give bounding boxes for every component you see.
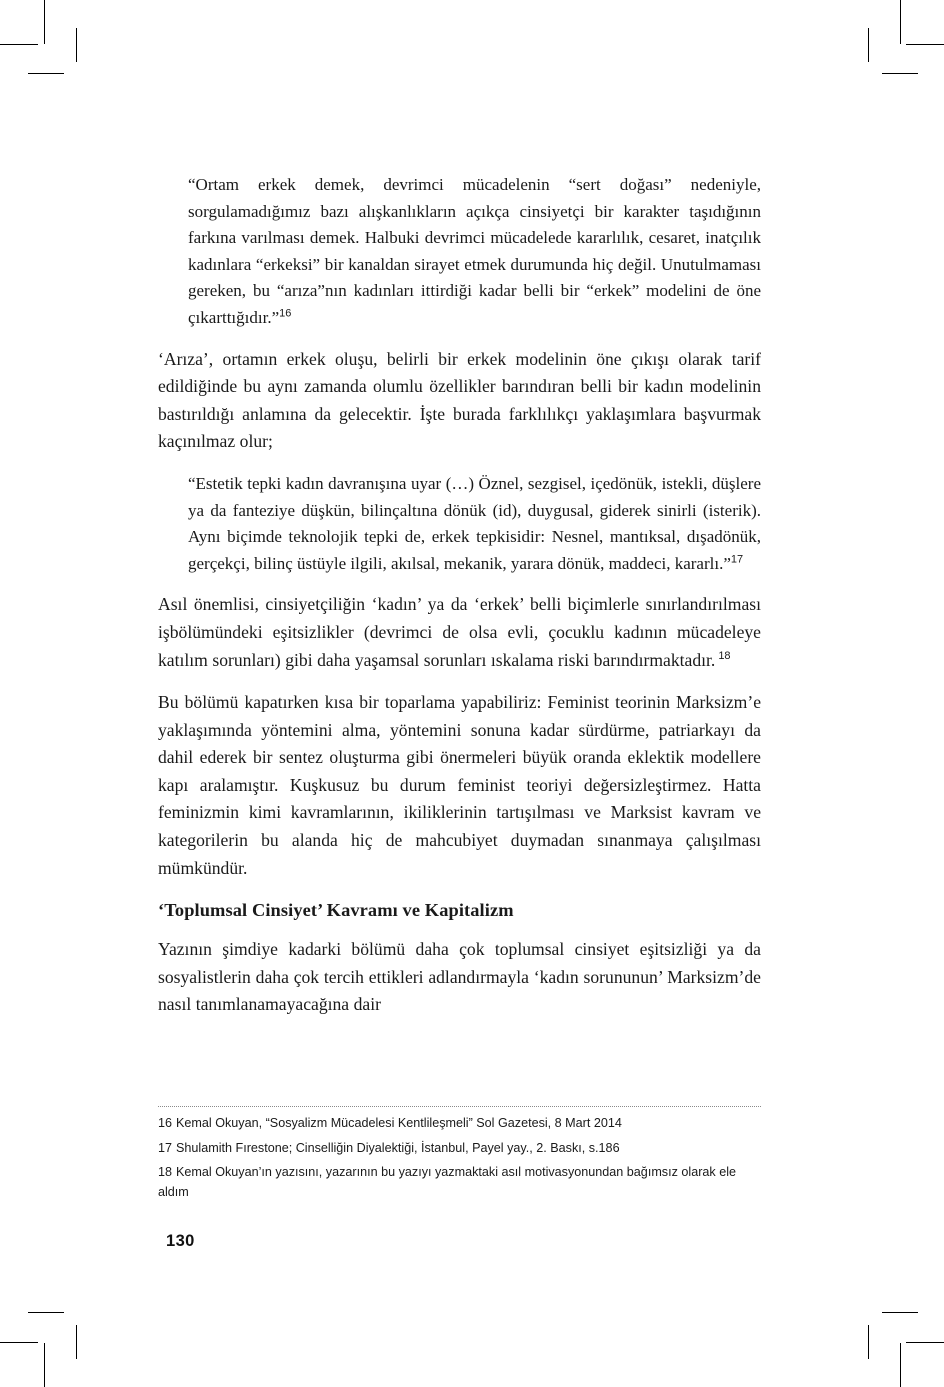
crop-mark-bottom-right-inner-vertical <box>868 1325 869 1359</box>
page-content-area <box>158 0 761 1387</box>
crop-mark-top-right-outer-vertical <box>900 0 901 44</box>
footnote-marker-18[interactable]: 18 <box>718 649 731 662</box>
footnote-separator-rule <box>158 1106 761 1107</box>
crop-mark-bottom-left-outer-horizontal <box>0 1342 38 1343</box>
crop-mark-top-right-outer-horizontal <box>906 44 944 45</box>
footnote-item <box>158 1163 761 1202</box>
footnotes-section <box>158 1114 761 1207</box>
crop-mark-top-right-inner-horizontal <box>882 73 918 74</box>
footnote-text: Kemal Okuyan’ın yazısını, yazarının bu yazıyı yazmaktaki asıl motivasyonundan bağımsız olarak ele aldım <box>158 1165 737 1199</box>
crop-mark-bottom-right-inner-horizontal <box>882 1312 918 1313</box>
crop-mark-top-right-inner-vertical <box>868 28 869 62</box>
paragraph-toparlama: Bu bölümü kapatırken kısa bir toparlama yapabiliriz: Feminist teorinin Marksizm’e yaklaşımında yöntemini alma, yöntemini sonuna kadar sürdürme, patriarkayı da dahil ederek bir sentez oluşturma gibi önermeleri büyük oranda eklektik modellere kapı aralamıştır. Kuşkusuz bu durum feminist teoriyi değersizleştirmez. Hatta feminizmin kimi kavramlarının, ikiliklerinin tartışılması ve Marksist kavram ve kategorilerin bu alanda hiç de mahcubiyet duymadan sınanmaya çalışılması mümkündür. <box>158 692 761 878</box>
paragraph-asil-onemlisi-text: Asıl önemlisi, cinsiyetçiliğin ‘kadın’ ya da ‘erkek’ belli biçimlerle sınırlandırılması işbölümündeki eşitsizlikler (devrimci de olsa evli, çocuklu kadının mücadeleye katılım sorunları) gibi daha yaşamsal sorunları ıskalama riski barındırmaktadır. <box>158 594 761 670</box>
crop-mark-top-left-outer-vertical <box>44 0 45 44</box>
paragraph-ariza: ‘Arıza’, ortamın erkek oluşu, belirli bir erkek modelinin öne çıkışı olarak tarif edildiğinde bu aynı zamanda olumlu özellikler barındıran belli bir kadın modelinin bastırıldığı anlamına da gelecektir. İşte burada farklılıkçı yaklaşımlara başvurmak kaçınılmaz olur; <box>158 348 761 452</box>
crop-mark-bottom-left-outer-vertical <box>44 1343 45 1387</box>
blockquote-first-text: “Ortam erkek demek, devrimci mücadelenin “sert doğası” nedeniyle, sorgulamadığımız bazı alışkanlıkların açıkça cinsiyetçi bir karakter taşıdığının farkına varılması demek. Halbuki devrimci mücadelede kararlılık, cesaret, inatçılık kadınlara “erkeksi” bir kanaldan sirayet etmek durumunda hiç değil. Unutulmaması gereken, bu “arıza”nın kadınları ittirdiği kadar belli bir “erkek” modelini de öne çıkarttığıdır.” <box>188 175 761 327</box>
footnote-marker-16[interactable]: 16 <box>279 307 292 320</box>
footnote-item <box>158 1114 761 1134</box>
footnote-item <box>158 1139 761 1159</box>
paragraph-asil-onemlisi <box>158 591 761 674</box>
footnote-text: Shulamith Fırestone; Cinselliğin Diyalektiği, İstanbul, Payel yay., 2. Baskı, s.186 <box>176 1140 620 1155</box>
page-number-folio: 130 <box>166 1232 195 1250</box>
crop-mark-bottom-right-outer-vertical <box>900 1343 901 1387</box>
crop-mark-top-left-inner-horizontal <box>28 73 64 74</box>
crop-mark-bottom-right-outer-horizontal <box>906 1342 944 1343</box>
footnote-marker-17[interactable]: 17 <box>730 553 744 566</box>
blockquote-first <box>158 172 761 332</box>
footnote-number: 18 <box>158 1165 173 1180</box>
blockquote-second-text: “Estetik tepki kadın davranışına uyar (…) Öznel, sezgisel, içedönük, istekli, düşlere ya da fanteziye düşkün, bilinçaltına dönük (id), duygusal, giderek sinirli (isterik). Aynı biçimde teknolojik tepki de, erkek tepkisidir: Nesnel, mantıksal, dışadönük, gerçekçi, bilinç üstüyle ilgili, akılsal, mekanik, yarara dönük, maddeci, kararlı.” <box>188 473 761 573</box>
section-heading-toplumsal-cinsiyet: ‘Toplumsal Cinsiyet’ Kavramı ve Kapitalizm <box>158 900 514 921</box>
footnote-number: 16 <box>158 1116 173 1130</box>
crop-mark-bottom-left-inner-horizontal <box>28 1312 64 1313</box>
blockquote-second <box>158 471 761 577</box>
crop-mark-bottom-left-inner-vertical <box>76 1325 77 1359</box>
crop-mark-top-left-outer-horizontal <box>0 44 38 45</box>
footnote-number: 17 <box>158 1140 173 1155</box>
footnote-text: Kemal Okuyan, “Sosyalizm Mücadelesi Kentlileşmeli” Sol Gazetesi, 8 Mart 2014 <box>176 1116 622 1130</box>
crop-mark-top-left-inner-vertical <box>76 28 77 62</box>
paragraph-yazinin-simdiye: Yazının şimdiye kadarki bölümü daha çok toplumsal cinsiyet eşitsizliği ya da sosyalistlerin daha çok tercih ettikleri adlandırmayla ‘kadın sorununun’ Marksizm’de nasıl tanımlanamayacağına dair <box>158 939 761 1015</box>
